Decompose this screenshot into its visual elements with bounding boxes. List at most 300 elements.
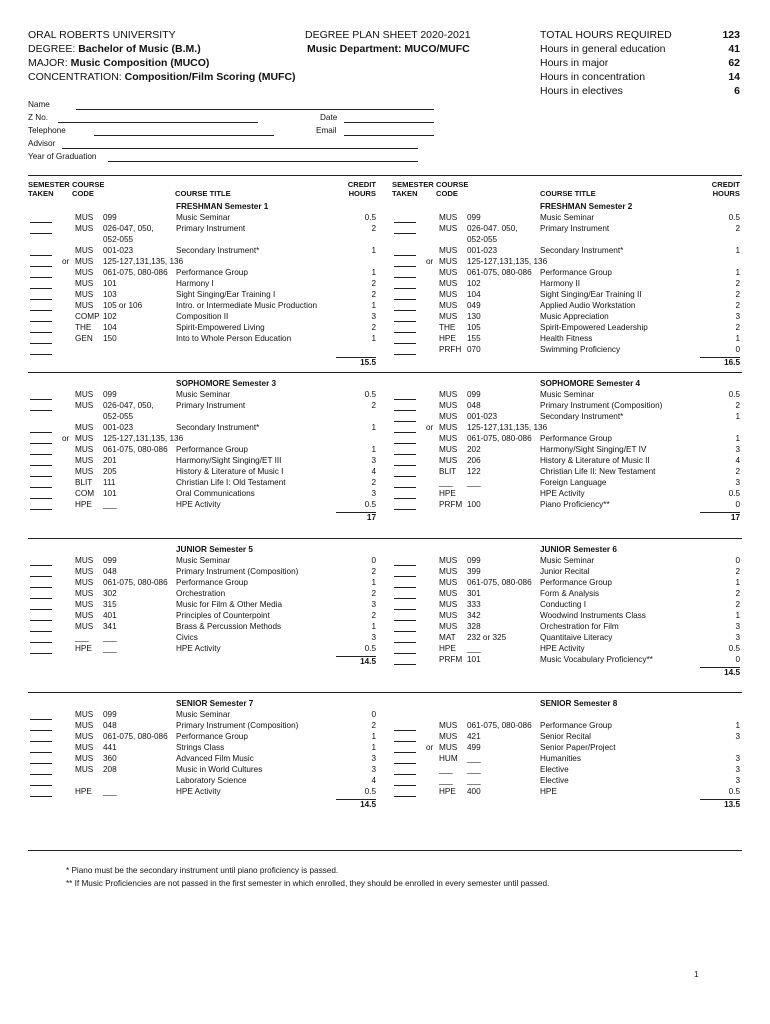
course-number: 100 [467, 500, 481, 509]
course-dept: MUS [439, 611, 458, 620]
course-title: Performance Group [176, 578, 248, 587]
credit-hours: 2 [371, 721, 376, 730]
course-number: 103 [103, 290, 117, 299]
course-dept: THE [75, 323, 92, 332]
col-semester-taken: SEMESTER TAKEN [392, 180, 434, 198]
semester-taken-field[interactable] [30, 501, 52, 510]
course-title: Elective [540, 776, 569, 785]
semester-taken-field[interactable] [394, 590, 416, 599]
semester-taken-field[interactable] [394, 446, 416, 455]
credit-hours: 2 [371, 323, 376, 332]
credit-hours: 0.5 [364, 787, 376, 796]
semester-title: FRESHMAN Semester 1 [176, 202, 269, 211]
semester-taken-field[interactable] [30, 623, 52, 632]
name-field[interactable] [76, 100, 434, 110]
semester-taken-field[interactable] [30, 722, 52, 731]
course-dept: MUS [439, 445, 458, 454]
hours-value: 62 [728, 57, 740, 69]
course-number: 205 [103, 467, 117, 476]
semester-taken-field[interactable] [30, 402, 52, 411]
semester-taken-field[interactable] [30, 302, 52, 311]
credit-hours: 1 [371, 423, 376, 432]
course-dept: MUS [439, 456, 458, 465]
major-line: MAJOR: Music Composition (MUCO) [28, 57, 210, 69]
credit-hours: 2 [371, 290, 376, 299]
course-title: Humanities [540, 754, 581, 763]
semester-taken-field[interactable] [394, 302, 416, 311]
credit-hours: 4 [371, 776, 376, 785]
course-number: 061-075, 080-086 [103, 268, 168, 277]
credit-hours: 3 [735, 633, 740, 642]
hours-row [540, 56, 740, 70]
course-dept: MUS [75, 556, 94, 565]
credit-hours: 2 [371, 478, 376, 487]
credit-hours: 3 [735, 765, 740, 774]
course-title: Performance Group [540, 268, 612, 277]
credit-hours: 3 [735, 622, 740, 631]
course-title: Harmony I [176, 279, 214, 288]
semester-taken-field[interactable] [30, 291, 52, 300]
semester-taken-field[interactable] [30, 777, 52, 786]
course-dept: MUS [75, 567, 94, 576]
hours-row [540, 28, 740, 42]
course-title: HPE Activity [540, 489, 585, 498]
course-title: Strings Class [176, 743, 225, 752]
semester-title: FRESHMAN Semester 2 [540, 202, 633, 211]
semester-taken-field[interactable] [30, 634, 52, 643]
semester-taken-field[interactable] [394, 490, 416, 499]
col-course-title: COURSE TITLE [175, 189, 231, 198]
course-title: HPE [540, 787, 557, 796]
course-number: 099 [103, 556, 117, 565]
semester-taken-field[interactable] [30, 744, 52, 753]
date-field[interactable] [344, 113, 434, 123]
semester-taken-field[interactable] [30, 788, 52, 797]
course-dept: HPE [439, 489, 456, 498]
course-dept: MUS [75, 246, 94, 255]
semester-taken-field[interactable] [30, 269, 52, 278]
semester-taken-field[interactable] [394, 269, 416, 278]
semester-taken-field[interactable] [30, 490, 52, 499]
hours-value: 123 [722, 29, 740, 41]
course-title: Sight Singing/Ear Training II [540, 290, 642, 299]
course-dept: HUM [439, 754, 458, 763]
semester-taken-field[interactable] [30, 346, 52, 355]
credit-hours: 2 [735, 301, 740, 310]
course-number: ___ [103, 644, 117, 653]
course-dept: ___ [75, 633, 89, 642]
course-number: 341 [103, 622, 117, 631]
hours-value: 6 [734, 85, 740, 97]
semester-taken-field[interactable] [394, 402, 416, 411]
course-title: Junior Recital [540, 567, 590, 576]
semester-taken-field[interactable] [394, 568, 416, 577]
credit-hours: 2 [371, 401, 376, 410]
credit-hours: 2 [735, 279, 740, 288]
semester-taken-field[interactable] [30, 214, 52, 223]
course-title: Conducting I [540, 600, 586, 609]
semester-taken-field[interactable] [394, 280, 416, 289]
semester-taken-field[interactable] [394, 457, 416, 466]
hours-value: 14 [728, 71, 740, 83]
credit-hours: 0.5 [364, 390, 376, 399]
course-dept: COMP [75, 312, 100, 321]
col-course-code: COURSE CODE [436, 180, 469, 198]
semester-taken-field[interactable] [30, 645, 52, 654]
telephone-field[interactable] [94, 126, 274, 136]
course-dept: MUS [439, 600, 458, 609]
credit-hours: 1 [735, 578, 740, 587]
credit-hours: 3 [371, 489, 376, 498]
hours-label: Hours in major [540, 57, 609, 69]
credit-hours: 0 [735, 345, 740, 354]
course-title: Laboratory Science [176, 776, 247, 785]
course-dept: BLIT [439, 467, 457, 476]
course-dept: MUS [75, 743, 94, 752]
course-dept: MUS [75, 213, 94, 222]
semester-taken-field[interactable] [30, 590, 52, 599]
course-number: ___ [467, 478, 481, 487]
course-dept: MUS [439, 290, 458, 299]
course-number: 099 [103, 213, 117, 222]
course-number: 061-075, 080-086 [467, 578, 532, 587]
semester-taken-field[interactable] [394, 324, 416, 333]
semester-taken-field[interactable] [394, 468, 416, 477]
course-title: Spirit-Empowered Leadership [540, 323, 648, 332]
semester-total: 14.5 [336, 799, 376, 811]
course-title: Music for Film & Other Media [176, 600, 283, 609]
name-label: Name [28, 100, 50, 109]
semester-taken-field[interactable] [30, 258, 52, 267]
course-title: Piano Proficiency** [540, 500, 610, 509]
course-title: Harmony/Sight Singing/ET IV [540, 445, 647, 454]
credit-hours: 3 [371, 765, 376, 774]
course-title: History & Literature of Music I [176, 467, 284, 476]
course-title: Music Seminar [176, 710, 231, 719]
semester-taken-field[interactable] [30, 612, 52, 621]
course-title: Performance Group [540, 721, 612, 730]
semester-taken-field[interactable] [394, 214, 416, 223]
semester-taken-field[interactable] [394, 777, 416, 786]
semester-taken-field[interactable] [394, 291, 416, 300]
semester-taken-field[interactable] [394, 744, 416, 753]
course-title: Music in World Cultures [176, 765, 263, 774]
semester-taken-field[interactable] [394, 258, 416, 267]
course-dept: MAT [439, 633, 456, 642]
semester-total: 15.5 [336, 357, 376, 369]
course-dept: MUS [439, 257, 458, 266]
course-number: 441 [103, 743, 117, 752]
course-dept: MUS [75, 290, 94, 299]
credit-hours: 0 [371, 556, 376, 565]
year-label: Year of Graduation [28, 152, 97, 161]
course-number: 048 [103, 567, 117, 576]
course-number: 400 [467, 787, 481, 796]
course-number: 026-047, 050, [103, 224, 154, 233]
semester-taken-field[interactable] [30, 435, 52, 444]
or-label: or [426, 257, 434, 266]
semester-taken-field[interactable] [394, 424, 416, 433]
advisor-field[interactable] [62, 139, 418, 149]
course-dept: MUS [439, 567, 458, 576]
semester-title: SENIOR Semester 7 [176, 699, 254, 708]
sheet-title: DEGREE PLAN SHEET 2020-2021 [305, 29, 471, 41]
semester-taken-field[interactable] [30, 601, 52, 610]
year-divider [28, 372, 742, 373]
credit-hours: 2 [371, 279, 376, 288]
advisor-label: Advisor [28, 139, 56, 148]
credit-hours: 3 [735, 732, 740, 741]
course-title: Spirit-Empowered Living [176, 323, 265, 332]
or-label: or [426, 743, 434, 752]
course-dept: MUS [439, 224, 458, 233]
semester-taken-field[interactable] [394, 788, 416, 797]
semester-taken-field[interactable] [30, 446, 52, 455]
course-title: Advanced Film Music [176, 754, 254, 763]
semester-taken-field[interactable] [30, 557, 52, 566]
semester-taken-field[interactable] [394, 335, 416, 344]
course-title: Elective [540, 765, 569, 774]
course-title: Brass & Percussion Methods [176, 622, 282, 631]
semester-taken-field[interactable] [394, 346, 416, 355]
course-number: 202 [467, 445, 481, 454]
semester-taken-field[interactable] [394, 755, 416, 764]
credit-hours: 0.5 [728, 644, 740, 653]
semester-taken-field[interactable] [394, 501, 416, 510]
course-number: 101 [103, 279, 117, 288]
semester-taken-field[interactable] [394, 623, 416, 632]
course-dept: PRFH [439, 345, 462, 354]
course-dept: MUS [75, 732, 94, 741]
semester-taken-field[interactable] [30, 324, 52, 333]
email-label: Email [316, 126, 337, 135]
semester-title: SENIOR Semester 8 [540, 699, 618, 708]
course-number: 401 [103, 611, 117, 620]
year-divider [28, 692, 742, 693]
course-title: Principles of Counterpoint [176, 611, 270, 620]
course-number: 099 [467, 556, 481, 565]
semester-taken-field[interactable] [30, 711, 52, 720]
course-number: 101 [467, 655, 481, 664]
course-number: ___ [103, 633, 117, 642]
credit-hours: 1 [735, 434, 740, 443]
course-dept: THE [439, 323, 456, 332]
semester-total: 13.5 [700, 799, 740, 811]
credit-hours: 0 [735, 655, 740, 664]
credit-hours: 2 [371, 567, 376, 576]
credit-hours: 4 [735, 456, 740, 465]
credit-hours: 2 [735, 401, 740, 410]
semester-taken-field[interactable] [30, 479, 52, 488]
course-title: Performance Group [540, 578, 612, 587]
zno-label: Z No. [28, 113, 49, 122]
semester-taken-field[interactable] [30, 391, 52, 400]
course-number: 049 [467, 301, 481, 310]
telephone-label: Telephone [28, 126, 66, 135]
semester-taken-field[interactable] [394, 612, 416, 621]
course-dept: MUS [439, 246, 458, 255]
semester-taken-field[interactable] [30, 247, 52, 256]
semester-taken-field[interactable] [30, 468, 52, 477]
course-number: ___ [103, 787, 117, 796]
credit-hours: 0.5 [728, 489, 740, 498]
semester-taken-field[interactable] [30, 733, 52, 742]
course-number: ___ [103, 500, 117, 509]
course-number: 328 [467, 622, 481, 631]
credit-hours: 3 [371, 633, 376, 642]
semester-taken-field[interactable] [30, 755, 52, 764]
course-number: 099 [103, 390, 117, 399]
semester-taken-field[interactable] [394, 225, 416, 234]
course-dept: MUS [439, 312, 458, 321]
course-number: ___ [467, 765, 481, 774]
credit-hours: 2 [735, 600, 740, 609]
course-number: 099 [103, 710, 117, 719]
course-dept: HPE [75, 644, 92, 653]
credit-hours: 1 [371, 246, 376, 255]
course-dept: MUS [75, 622, 94, 631]
col-course-code: COURSE CODE [72, 180, 105, 198]
course-title: Quantitaive Literacy [540, 633, 613, 642]
course-dept: PRFM [439, 500, 463, 509]
course-number: 061-075, 080-086 [103, 732, 168, 741]
course-dept: BLIT [75, 478, 93, 487]
course-title: Music Seminar [176, 213, 231, 222]
semester-taken-field[interactable] [394, 435, 416, 444]
course-dept: MUS [75, 765, 94, 774]
course-number: 070 [467, 345, 481, 354]
course-number: 104 [103, 323, 117, 332]
course-number: 360 [103, 754, 117, 763]
credit-hours: 3 [735, 312, 740, 321]
zno-field[interactable] [58, 113, 258, 123]
course-number: 001-023 [467, 412, 498, 421]
credit-hours: 1 [371, 732, 376, 741]
course-dept: MUS [439, 401, 458, 410]
semester-taken-field[interactable] [394, 413, 416, 422]
credit-hours: 2 [735, 467, 740, 476]
course-title: Applied Audio Workstation [540, 301, 636, 310]
semester-taken-field[interactable] [30, 424, 52, 433]
course-number: 499 [467, 743, 481, 752]
semester-taken-field[interactable] [394, 722, 416, 731]
course-number: 001-023 [103, 423, 134, 432]
semester-taken-field[interactable] [30, 579, 52, 588]
course-dept: MUS [75, 279, 94, 288]
semester-taken-field[interactable] [30, 568, 52, 577]
course-dept: MUS [439, 743, 458, 752]
hours-value: 41 [728, 43, 740, 55]
course-dept: MUS [439, 423, 458, 432]
course-dept: HPE [75, 500, 92, 509]
course-number: 125-127,131,135, 136 [103, 434, 184, 443]
course-dept: MUS [75, 710, 94, 719]
hours-row [540, 84, 740, 98]
course-title: Christian Life II: New Testament [540, 467, 656, 476]
semester-taken-field[interactable] [30, 766, 52, 775]
semester-taken-field[interactable] [394, 634, 416, 643]
semester-taken-field[interactable] [394, 601, 416, 610]
course-title: Primary Instrument [540, 224, 610, 233]
semester-taken-field[interactable] [30, 280, 52, 289]
department: Music Department: MUCO/MUFC [307, 43, 470, 55]
course-title: Into to Whole Person Education [176, 334, 292, 343]
semester-taken-field[interactable] [394, 733, 416, 742]
col-credit-hours: CREDIT HOURS [711, 180, 740, 198]
credit-hours: 0.5 [364, 500, 376, 509]
course-dept: MUS [75, 445, 94, 454]
semester-taken-field[interactable] [394, 766, 416, 775]
hours-label: Hours in general education [540, 43, 666, 55]
course-title: Christian Life I: Old Testament [176, 478, 286, 487]
course-dept: ___ [439, 776, 453, 785]
course-title: Secondary Instrument* [176, 246, 260, 255]
semester-taken-field[interactable] [394, 579, 416, 588]
semester-taken-field[interactable] [394, 313, 416, 322]
course-dept: MUS [75, 434, 94, 443]
semester-taken-field[interactable] [394, 479, 416, 488]
course-number: 101 [103, 489, 117, 498]
course-title: Music Appreciation [540, 312, 609, 321]
credit-hours: 3 [371, 754, 376, 763]
course-title: Swimming Proficiency [540, 345, 621, 354]
course-title: Music Seminar [540, 213, 595, 222]
course-dept: MUS [75, 390, 94, 399]
course-title: HPE Activity [176, 644, 221, 653]
semester-taken-field[interactable] [394, 656, 416, 665]
credit-hours: 3 [735, 776, 740, 785]
course-title: Intro. or Intermediate Music Production [176, 301, 318, 310]
credit-hours: 0.5 [728, 390, 740, 399]
course-title: Secondary Instrument* [540, 246, 624, 255]
course-title: Woodwind Instruments Class [540, 611, 646, 620]
credit-hours: 1 [371, 301, 376, 310]
course-dept: PRFM [439, 655, 463, 664]
semester-taken-field[interactable] [30, 335, 52, 344]
semester-taken-field[interactable] [394, 247, 416, 256]
date-label: Date [320, 113, 338, 122]
credit-hours: 1 [371, 445, 376, 454]
course-number: 099 [467, 213, 481, 222]
course-number: 399 [467, 567, 481, 576]
credit-hours: 3 [735, 445, 740, 454]
semester-taken-field[interactable] [30, 225, 52, 234]
course-number: 102 [467, 279, 481, 288]
course-title: Primary Instrument [176, 401, 246, 410]
course-number: 052-055 [103, 235, 134, 244]
course-dept: MUS [439, 301, 458, 310]
semester-taken-field[interactable] [30, 313, 52, 322]
course-number: 061-075, 080-086 [103, 445, 168, 454]
hours-row [540, 70, 740, 84]
course-number: 048 [103, 721, 117, 730]
semester-taken-field[interactable] [394, 557, 416, 566]
hours-label: Hours in electives [540, 85, 623, 97]
email-field[interactable] [344, 126, 434, 136]
semester-taken-field[interactable] [394, 391, 416, 400]
year-field[interactable] [108, 152, 418, 162]
course-dept: HPE [75, 787, 92, 796]
semester-taken-field[interactable] [394, 645, 416, 654]
course-number: 122 [467, 467, 481, 476]
hours-row [540, 42, 740, 56]
course-number: 302 [103, 589, 117, 598]
credit-hours: 2 [735, 323, 740, 332]
course-dept: HPE [439, 644, 456, 653]
footnote-piano: * Piano must be the secondary instrument until piano proficiency is passed. [66, 866, 339, 875]
course-number: 206 [467, 456, 481, 465]
semester-taken-field[interactable] [30, 457, 52, 466]
